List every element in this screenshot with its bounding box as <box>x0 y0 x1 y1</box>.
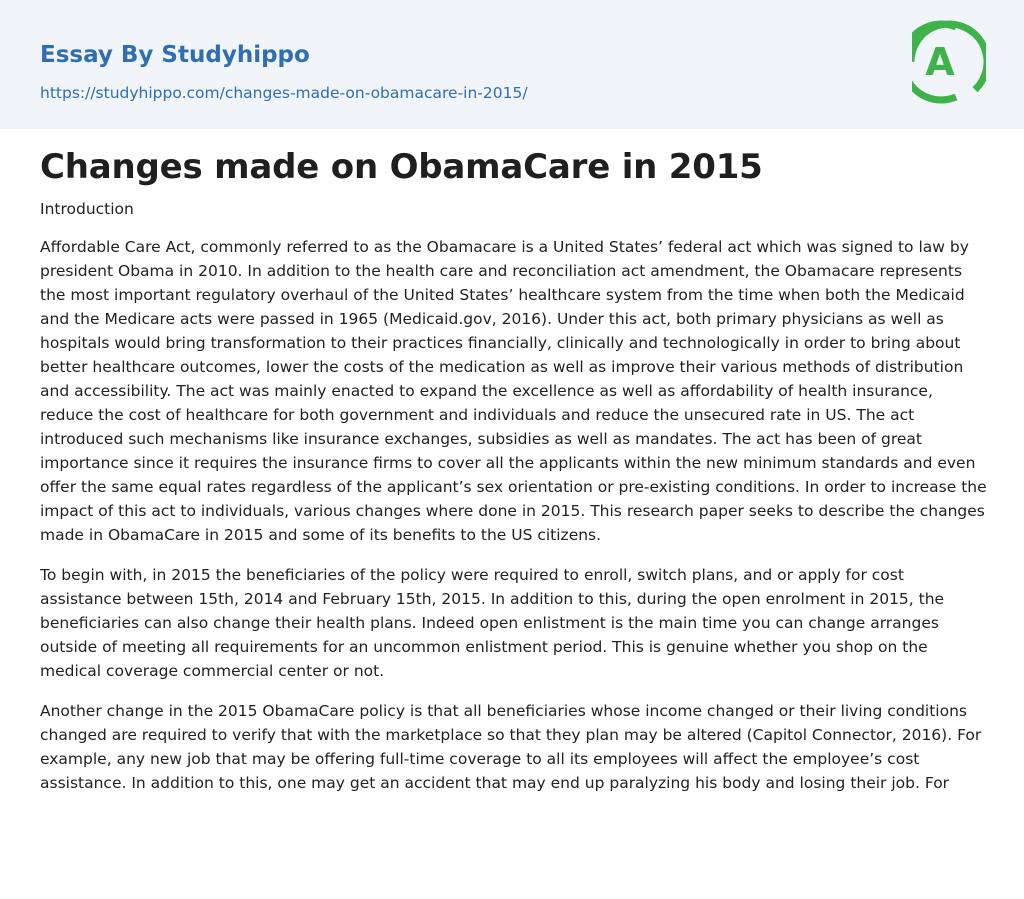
studyhippo-logo-icon[interactable] <box>912 19 986 105</box>
article-body <box>40 235 988 811</box>
article-paragraph: To begin with, in 2015 the beneficiaries of the policy were required to enroll, switch plans, and or apply for cost assistance between 15th, 2014 and February 15th, 2015. In addition to this, during the open enrolment in 2015, the beneficiaries can also change their health plans. Indeed open enlistment is the main time you can change arranges outside of meeting all requirements for an uncommon enlistment period. This is genuine whether you shop on the medical coverage commercial center or not. <box>40 566 945 680</box>
article-paragraph: Affordable Care Act, commonly referred to as the Obamacare is a United States’ federal act which was signed to law by president Obama in 2010. In addition to the health care and reconciliation act amendment, the Obamacare represents the most important regulatory overhaul of the United States’ healthcare system from the time when both the Medicaid and the Medicare acts were passed in 1965 (Medicaid.gov, 2016). Under this act, both primary physicians as well as hospitals would bring transformation to their practices financially, clinically and technologically in order to bring about better healthcare outcomes, lower the costs of the medication as well as improve their various methods of distribution and accessibility. The act was mainly enacted to expand the excellence as well as affordability of health insurance, reduce the cost of healthcare for both government and individuals and reduce the unsecured rate in US. The act introduced such mechanisms like insurance exchanges, subsidies as well as mandates. The act has been of great importance since it requires the insurance firms to cover all the applicants within the new minimum standards and even offer the same equal rates regardless of the applicant’s sex orientation or pre-existing conditions. In order to increase the impact of this act to individuals, various changes where done in 2015. This research paper seeks to describe the changes made in ObamaCare in 2015 and some of its benefits to the US citizens. <box>40 238 987 544</box>
logo-letter: A <box>925 40 955 84</box>
site-brand[interactable]: Essay By Studyhippo <box>40 42 310 68</box>
page-title: Changes made on ObamaCare in 2015 <box>40 147 763 187</box>
section-heading: Introduction <box>40 200 134 218</box>
essay-url-link[interactable]: https://studyhippo.com/changes-made-on-obamacare-in-2015/ <box>40 84 528 102</box>
article-paragraph: Another change in the 2015 ObamaCare policy is that all beneficiaries whose income changed or their living conditions changed are required to verify that with the marketplace so that they plan may be altered (Capitol Connector, 2016). For example, any new job that may be offering full-time coverage to all its employees will affect the employee’s cost assistance. In addition to this, one may get an accident that may end up paralyzing his body and losing their job. For <box>40 702 982 792</box>
